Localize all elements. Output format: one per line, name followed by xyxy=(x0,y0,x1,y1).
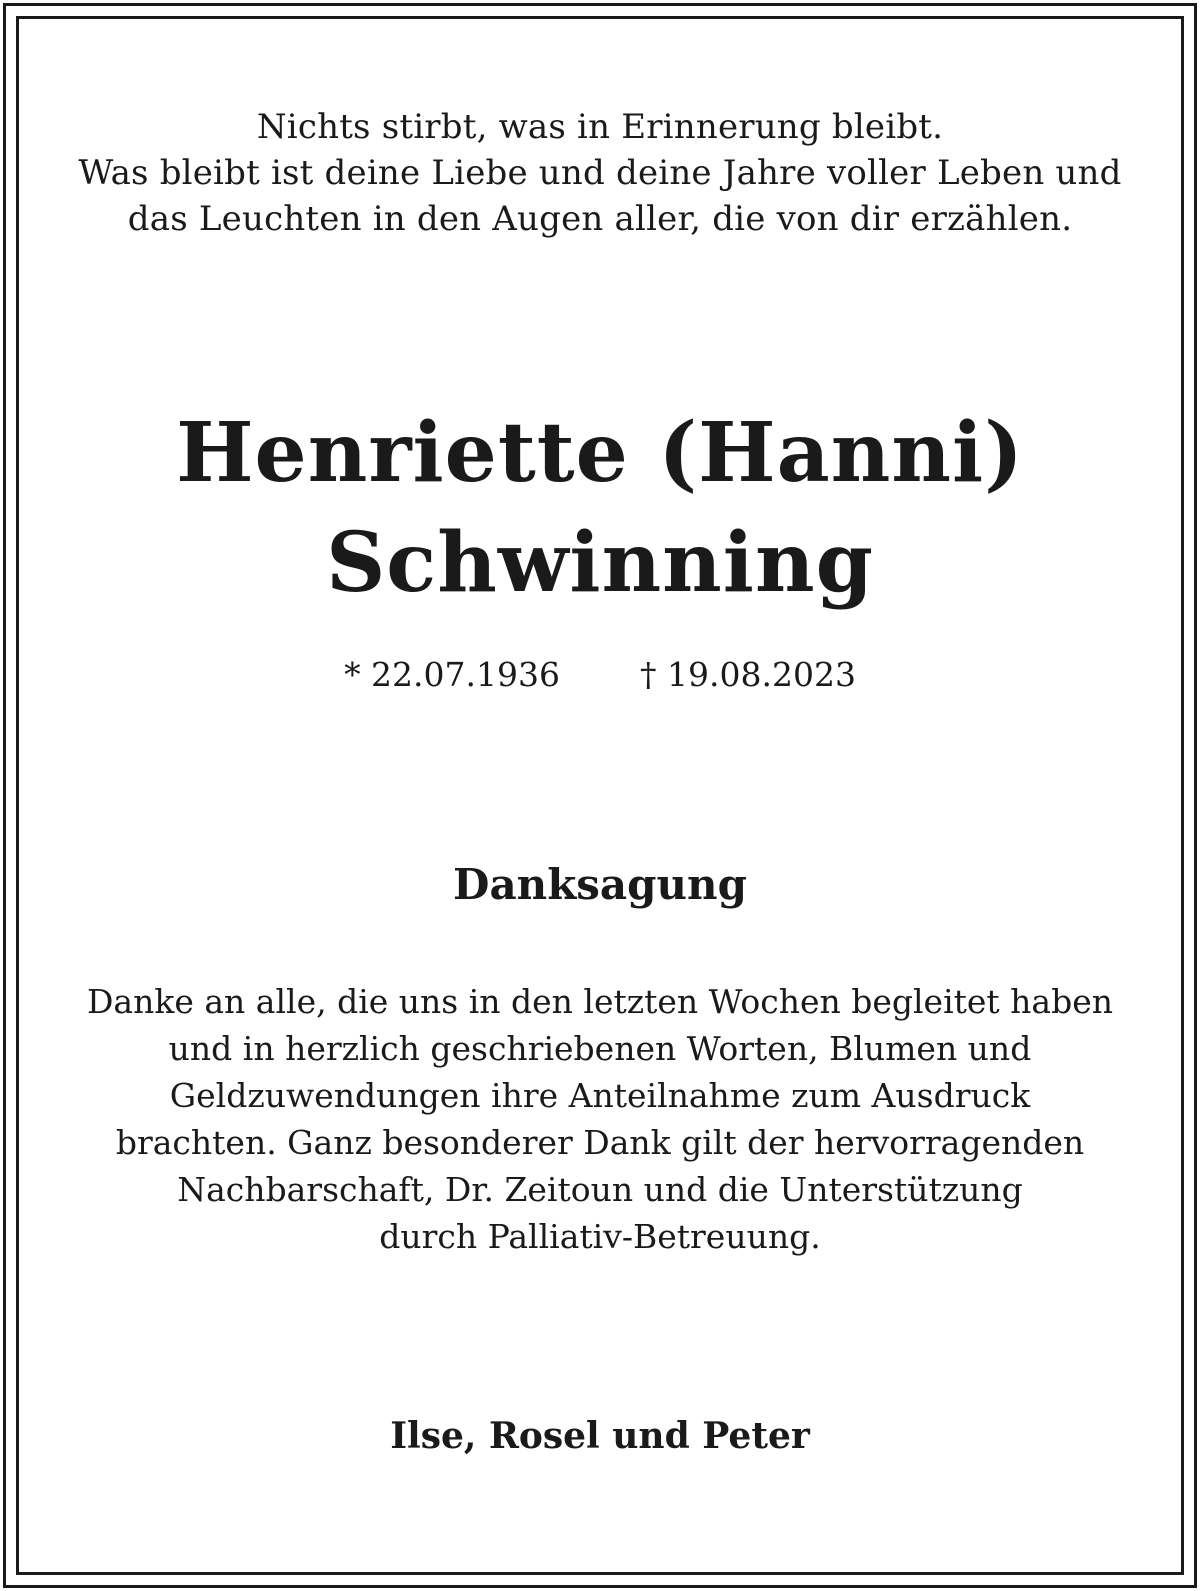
life-dates xyxy=(40,653,1160,697)
quote-line: das Leuchten in den Augen aller, die von dir erzählen. xyxy=(127,199,1073,239)
thanks-line: brachten. Ganz besonderer Dank gilt der hervorragenden xyxy=(115,1123,1085,1162)
thanks-heading: Danksagung xyxy=(453,860,747,909)
birth-date: * 22.07.1936 xyxy=(344,655,560,694)
deceased-name xyxy=(40,398,1160,618)
quote-line: Nichts stirbt, was in Erinnerung bleibt. xyxy=(256,107,944,147)
thanks-line: Danke an alle, die uns in den letzten Wochen begleitet haben xyxy=(86,982,1114,1021)
family-signature: Ilse, Rosel und Peter xyxy=(390,1415,810,1457)
thanks-line: Nachbarschaft, Dr. Zeitoun und die Unterstützung xyxy=(177,1170,1023,1209)
inner-frame-border xyxy=(16,16,1184,1575)
thanks-line: Geldzuwendungen ihre Anteilnahme zum Ausdruck xyxy=(169,1076,1031,1115)
thanks-message xyxy=(40,978,1160,1260)
thanks-line: durch Palliativ-Betreuung. xyxy=(379,1217,821,1256)
thanks-line: und in herzlich geschriebenen Worten, Blumen und xyxy=(168,1029,1032,1068)
death-date: † 19.08.2023 xyxy=(640,655,856,694)
memorial-quote xyxy=(40,104,1160,242)
deceased-name-line-1: Henriette (Hanni) xyxy=(176,405,1024,501)
quote-line: Was bleibt ist deine Liebe und deine Jahre voller Leben und xyxy=(78,153,1122,193)
deceased-name-line-2: Schwinning xyxy=(326,515,874,611)
